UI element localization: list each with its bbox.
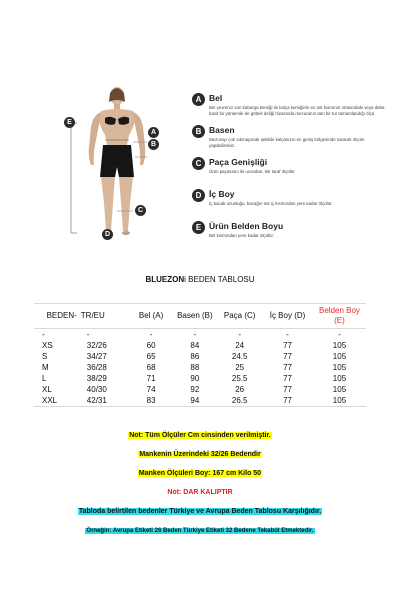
table-cell: 77	[283, 352, 292, 361]
legend-item-paca	[192, 157, 392, 185]
table-cell: XL	[42, 385, 52, 394]
marker-d: D	[102, 229, 113, 240]
note-model-size-text: Mankenin Üzerindeki 32/26 Bedendir	[139, 451, 261, 458]
table-cell: 92	[190, 385, 200, 394]
note-units-text: Not: Tüm Ölçüler Cm cinsinden verilmiştir.	[129, 432, 271, 439]
marker-e: E	[64, 117, 75, 128]
table-header-row	[34, 304, 366, 329]
table-cell: -	[193, 330, 197, 339]
legend-title: İç Boy	[209, 189, 235, 199]
legend-title: Bel	[209, 93, 223, 103]
table-cell: 60	[146, 341, 156, 350]
model-silhouette	[55, 85, 180, 245]
table-cell: 26	[235, 385, 245, 394]
table-cell: -	[338, 330, 341, 339]
legend-title: Paça Genişliği	[209, 157, 268, 167]
table-cell: -	[86, 330, 90, 339]
legend-item-basen	[192, 125, 392, 153]
table-row	[34, 395, 366, 407]
table-row	[34, 340, 366, 351]
note-fit	[0, 489, 400, 496]
legend-desc: Mezurayı çok sıkmayacak şekilde kalçanızın en geniş bölgesinde sararak ölçüm yapabilirsiniz.	[209, 137, 365, 148]
size-table-title	[0, 275, 400, 284]
table-cell: -	[286, 330, 289, 339]
legend-title: Basen	[209, 125, 235, 135]
table-cell: 68	[146, 363, 156, 372]
note-size-equivalence-text: Tabloda belirtilen bedenler Türkiye ve Avrupa Beden Tablosu Karşılığıdır.	[78, 508, 322, 515]
table-cell: 25	[235, 363, 245, 372]
table-cell: -	[42, 330, 45, 339]
legend-marker-d: D	[192, 189, 205, 202]
size-table-body	[34, 329, 366, 407]
table-cell: 105	[332, 363, 347, 372]
header-tr-eu: TR/EU	[80, 311, 105, 320]
note-model-measurements-text: Manken Ölçüleri Boy: 167 cm Kilo 50	[138, 470, 262, 477]
table-cell: 24	[235, 341, 245, 350]
note-example-text: Örneğin: Avrupa Etiketi 26 Beden Türkiye Etiketi 32 Bedene Tekabül Etmektedir.	[86, 528, 314, 534]
table-cell: XS	[42, 341, 53, 350]
table-cell: 42/31	[86, 396, 107, 405]
header-bel: Bel (A)	[138, 311, 164, 320]
table-cell: 38/29	[86, 374, 107, 383]
legend-marker-b: B	[192, 125, 205, 138]
table-row	[34, 351, 366, 362]
legend-title: Ürün Belden Boyu	[209, 221, 284, 231]
table-cell: -	[149, 330, 153, 339]
note-model-size	[0, 451, 400, 458]
table-cell: 105	[332, 341, 347, 350]
header-belden-boy: Belden Boy (E)	[319, 306, 360, 325]
table-cell: 25.5	[231, 374, 248, 383]
marker-c: C	[135, 205, 146, 216]
legend-marker-e: E	[192, 221, 205, 234]
brand-name: BLUEZON	[145, 275, 185, 284]
marker-a: A	[148, 127, 159, 138]
table-cell: S	[42, 352, 48, 361]
table-cell: 86	[190, 352, 200, 361]
table-cell: XXL	[42, 396, 58, 405]
table-cell: 94	[190, 396, 200, 405]
header-basen: Basen (B)	[177, 311, 213, 320]
table-cell: 105	[332, 374, 347, 383]
legend-desc: Bel kısmından yere kadar ölçülür.	[209, 233, 274, 238]
table-cell: 77	[283, 385, 292, 394]
table-cell: 83	[146, 396, 156, 405]
note-fit-text: Not: DAR KALIPTIR	[167, 489, 233, 496]
table-title-rest: i BEDEN TABLOSU	[184, 275, 255, 284]
table-cell: 34/27	[86, 352, 107, 361]
model-figure	[55, 85, 180, 245]
header-ic-boy: İç Boy (D)	[269, 311, 306, 320]
table-cell: 71	[146, 374, 156, 383]
table-cell: 88	[190, 363, 200, 372]
legend-marker-a: A	[192, 93, 205, 106]
table-cell: 77	[283, 341, 292, 350]
table-row	[34, 384, 366, 395]
table-cell: 77	[283, 374, 292, 383]
table-cell: 74	[146, 385, 156, 394]
table-cell: 65	[146, 352, 156, 361]
header-paca: Paça (C)	[223, 311, 256, 320]
note-size-equivalence	[0, 508, 400, 515]
legend-item-bel	[192, 93, 392, 121]
header-beden: BEDEN-	[46, 311, 77, 320]
legend-desc: Ürün paçasının iki ucundan, tek taraf ölçülür	[209, 169, 295, 174]
table-cell: 36/28	[86, 363, 107, 372]
legend-item-belden-boy	[192, 221, 392, 249]
table-row	[34, 373, 366, 384]
table-row	[34, 362, 366, 373]
table-cell: 26.5	[231, 396, 248, 405]
table-cell: M	[42, 363, 49, 372]
table-cell: 40/30	[86, 385, 107, 394]
size-table	[34, 303, 366, 407]
marker-b: B	[148, 139, 159, 150]
table-cell: 90	[190, 374, 200, 383]
table-cell: 105	[332, 385, 347, 394]
legend-item-ic-boy	[192, 189, 392, 217]
legend-marker-c: C	[192, 157, 205, 170]
note-model-measurements	[0, 470, 400, 477]
table-cell: 77	[283, 396, 292, 405]
table-cell: -	[238, 330, 241, 339]
note-example	[0, 528, 400, 534]
table-cell: 84	[190, 341, 200, 350]
table-cell: 32/26	[86, 341, 107, 350]
table-cell: 105	[332, 352, 347, 361]
note-units	[0, 432, 400, 439]
table-cell: 77	[283, 363, 292, 372]
table-cell: L	[42, 374, 47, 383]
measurement-legend	[192, 93, 392, 253]
legend-desc: İç bacak uzunluğu, bacağın üst iç kısmından yere kadar ölçülür.	[209, 201, 333, 206]
table-cell: 24.5	[231, 352, 248, 361]
legend-desc: Bel çevrenız son kaburga kemiği ile kalça kemiğinin en üst kısmının ortasındaki veya daha basit bir yöntemle de göbek deliği hizasında mezuranın tam bir tur tamamlandığı ölçü.	[209, 105, 385, 116]
table-row	[34, 329, 366, 341]
table-cell: 105	[332, 396, 347, 405]
